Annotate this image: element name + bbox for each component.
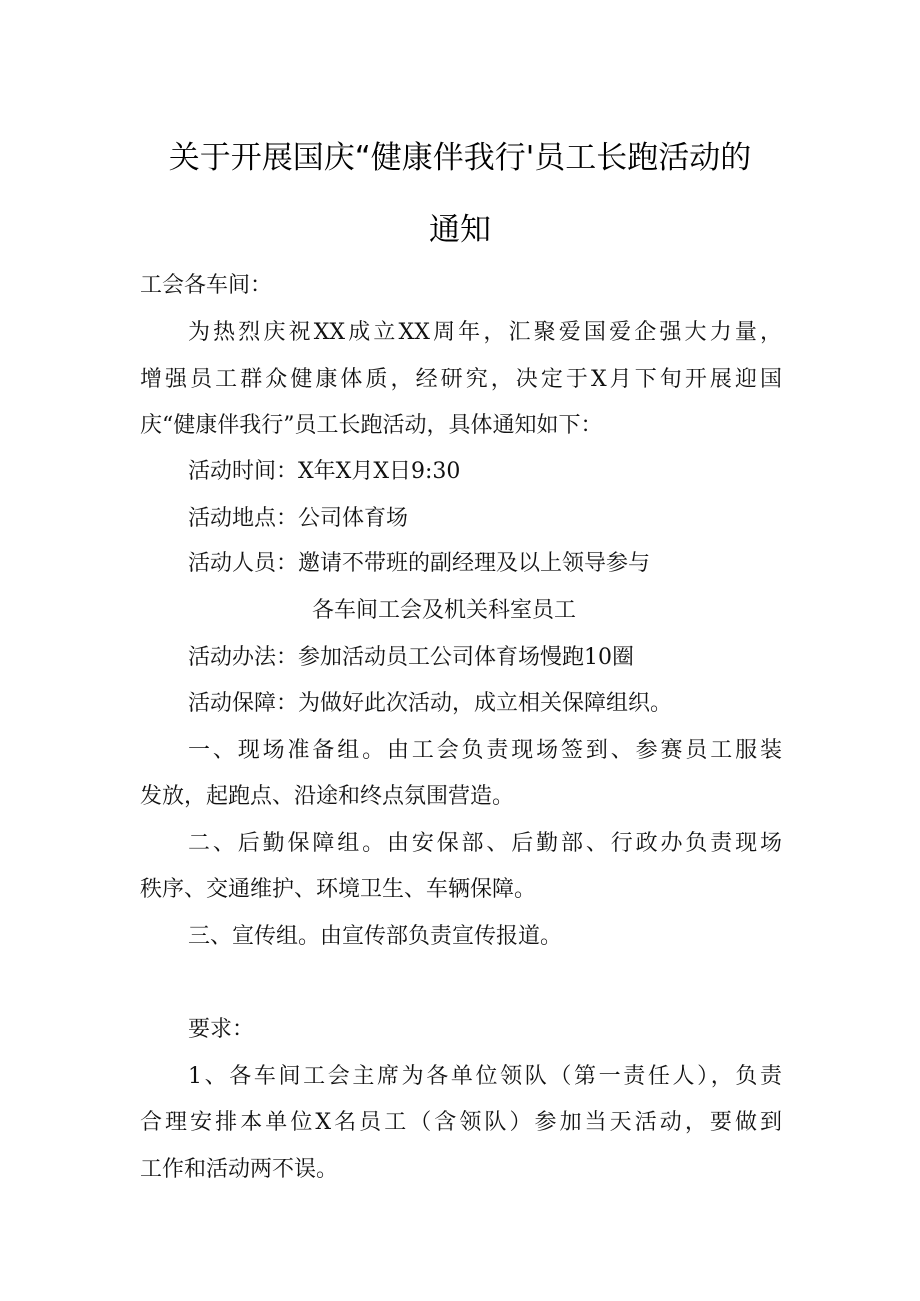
intro-line-3: 庆“健康伴我行”员工长跑活动，具体通知如下： [140,413,603,438]
requirement-1-line-2: 合理安排本单位X名员工（含领队）参加当天活动，要做到 [140,1110,782,1135]
title-line-1: 关于开展国庆“健康伴我行'员工长跑活动的 [168,140,752,176]
activity-guarantee: 活动保障：为做好此次活动，成立相关保障组织。 [188,691,673,716]
salutation: 工会各车间： [140,273,273,298]
activity-method: 活动办法：参加活动员工公司体育场慢跑10圈 [188,645,634,670]
activity-time: 活动时间：X年X月X日9:30 [188,459,461,484]
group-3: 三、宣传组。由宣传部负责宣传报道。 [188,924,563,949]
group-2-line-2: 秩序、交通维护、环境卫生、车辆保障。 [140,877,537,902]
group-1-line-2: 发放，起跑点、沿途和终点氛围营造。 [140,784,515,809]
intro-line-1: 为热烈庆祝XX成立XX周年，汇聚爱国爱企强大力量， [188,320,782,345]
requirements-heading: 要求： [188,1017,255,1042]
group-1-line-1: 一、现场准备组。由工会负责现场签到、参赛员工服装 [188,738,782,763]
title-line-2: 通知 [429,212,491,248]
group-2-line-1: 二、后勤保障组。由安保部、后勤部、行政办负责现场 [188,831,782,856]
activity-people-line-2: 各车间工会及机关科室员工 [312,598,577,623]
activity-place: 活动地点：公司体育场 [188,506,409,531]
intro-line-2: 增强员工群众健康体质，经研究，决定于X月下旬开展迎国 [140,367,782,392]
activity-people-line-1: 活动人员：邀请不带班的副经理及以上领导参与 [188,551,651,576]
requirement-1-line-1: 1、各车间工会主席为各单位领队（第一责任人），负责 [188,1064,782,1089]
requirement-1-line-3: 工作和活动两不误。 [140,1157,339,1182]
